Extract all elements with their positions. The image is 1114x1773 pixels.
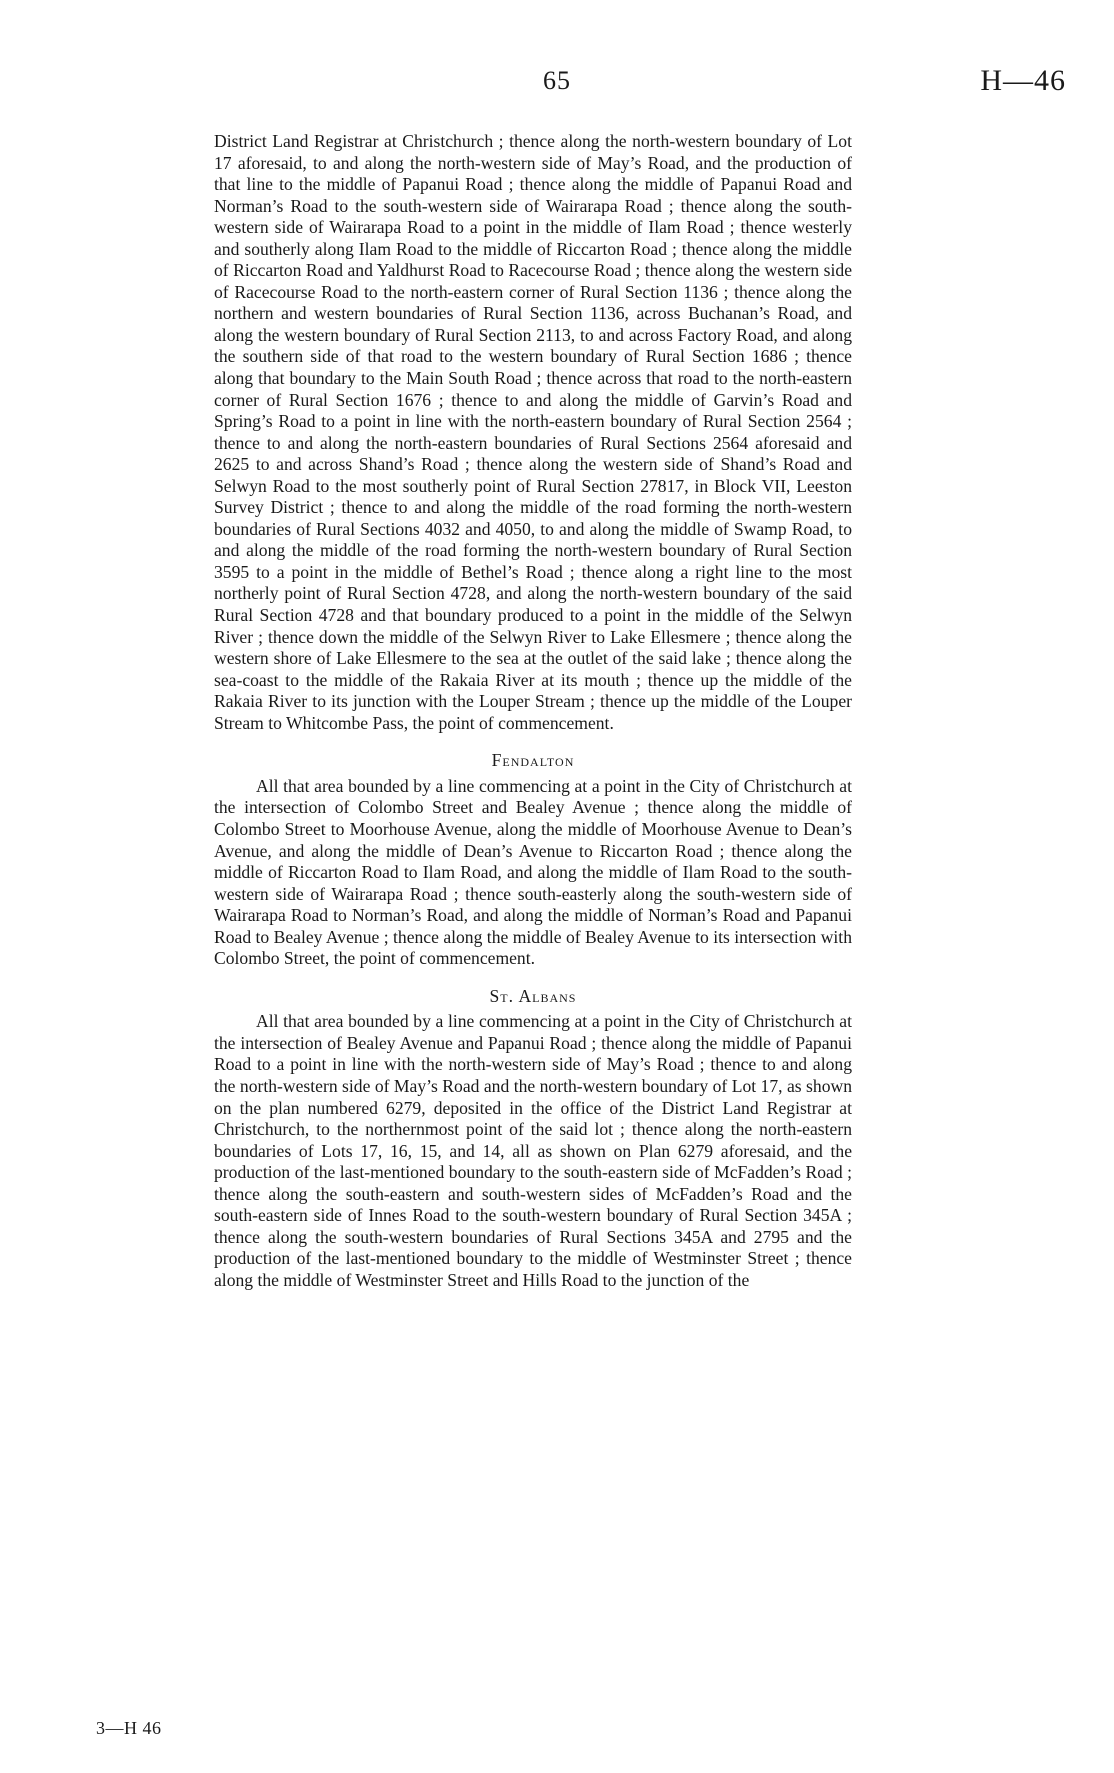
- signature-mark: 3—H 46: [96, 1718, 162, 1738]
- section-fendalton: [214, 750, 852, 969]
- section-heading: St. Albans: [489, 985, 577, 1006]
- section-heading: Fendalton: [491, 750, 575, 771]
- section-st-albans: [214, 986, 852, 1292]
- page-number: 65: [543, 66, 571, 95]
- document-reference: H—46: [980, 64, 1066, 97]
- continuation-paragraph: District Land Registrar at Christchurch ; thence along the north-western boundary of Lot 17 aforesaid, to and along the north-western side of May’s Road, and the production of that line to the middle of Papanui Road ; thence along the middle of Papanui Road and Norman’s Road to the south-western side of Wairarapa Road ; thence along the south-western side of Wairarapa Road to a point in the middle of Ilam Road ; thence westerly and southerly along Ilam Road to the middle of Riccarton Road ; thence along the middle of Riccarton Road and Yaldhurst Road to Racecourse Road ; thence along the western side of Racecourse Road to the north-eastern corner of Rural Section 1136 ; thence along the northern and western boundaries of Rural Section 1136, across Buchanan’s Road, and along the western boundary of Rural Section 2113, to and across Factory Road, and along the southern side of that road to the western boundary of Rural Section 1686 ; thence along that boundary to the Main South Road ; thence across that road to the north-eastern corner of Rural Section 1676 ; thence to and along the middle of Garvin’s Road and Spring’s Road to a point in line with the north-eastern boundary of Rural Section 2564 ; thence to and along the north-eastern boundaries of Rural Sections 2564 aforesaid and 2625 to and across Shand’s Road ; thence along the western side of Shand’s Road and Selwyn Road to the most southerly point of Rural Section 27817, in Block VII, Leeston Survey District ; thence to and along the middle of the road forming the north-western boundaries of Rural Sections 4032 and 4050, to and along the middle of Swamp Road, to and along the middle of the road forming the north-western boundary of Rural Section 3595 to a point in the middle of Bethel’s Road ; thence along a right line to the most northerly point of Rural Section 4728, and along the north-western boundary of the said Rural Section 4728 and that boundary produced to a point in the middle of the Selwyn River ; thence down the middle of the Selwyn River to Lake Ellesmere ; thence along the western shore of Lake Ellesmere to the sea at the outlet of the said lake ; thence along the sea-coast to the middle of the Rakaia River at its mouth ; thence up the middle of the Rakaia River to its junction with the Louper Stream ; thence up the middle of the Louper Stream to Whitcombe Pass, the point of commencement.: [214, 131, 852, 733]
- section-paragraph: All that area bounded by a line commencing at a point in the City of Christchurch at the intersection of Colombo Street and Bealey Avenue ; thence along the middle of Colombo Street to Moorhouse Avenue, along the middle of Moorhouse Avenue to Dean’s Avenue, and along the middle of Dean’s Avenue to Riccarton Road ; thence along the middle of Riccarton Road to Ilam Road, and along the middle of Ilam Road to the south-western side of Wairarapa Road ; thence south-easterly along the south-western side of Wairarapa Road to Norman’s Road, and along the middle of Norman’s Road and Papanui Road to Bealey Avenue ; thence along the middle of Bealey Avenue to its intersection with Colombo Street, the point of commencement.: [214, 775, 852, 969]
- document-body: [214, 131, 852, 1291]
- section-paragraph: All that area bounded by a line commencing at a point in the City of Christchurch at the intersection of Bealey Avenue and Papanui Road ; thence along the middle of Papanui Road to a point in line with the north-western side of May’s Road ; thence to and along the north-western side of May’s Road and the north-western boundary of Lot 17, as shown on the plan numbered 6279, deposited in the office of the District Land Registrar at Christchurch, to the northernmost point of the said lot ; thence along the north-eastern boundaries of Lots 17, 16, 15, and 14, all as shown on Plan 6279 aforesaid, and the production of the last-mentioned boundary to the south-eastern side of McFadden’s Road ; thence along the south-eastern and south-western sides of McFadden’s Road and the south-eastern side of Innes Road to the south-western boundary of Rural Section 345A ; thence along the south-western boundaries of Rural Sections 345A and 2795 and the production of the last-mentioned boundary to the middle of Westminster Street ; thence along the middle of Westminster Street and Hills Road to the junction of the: [214, 1011, 852, 1290]
